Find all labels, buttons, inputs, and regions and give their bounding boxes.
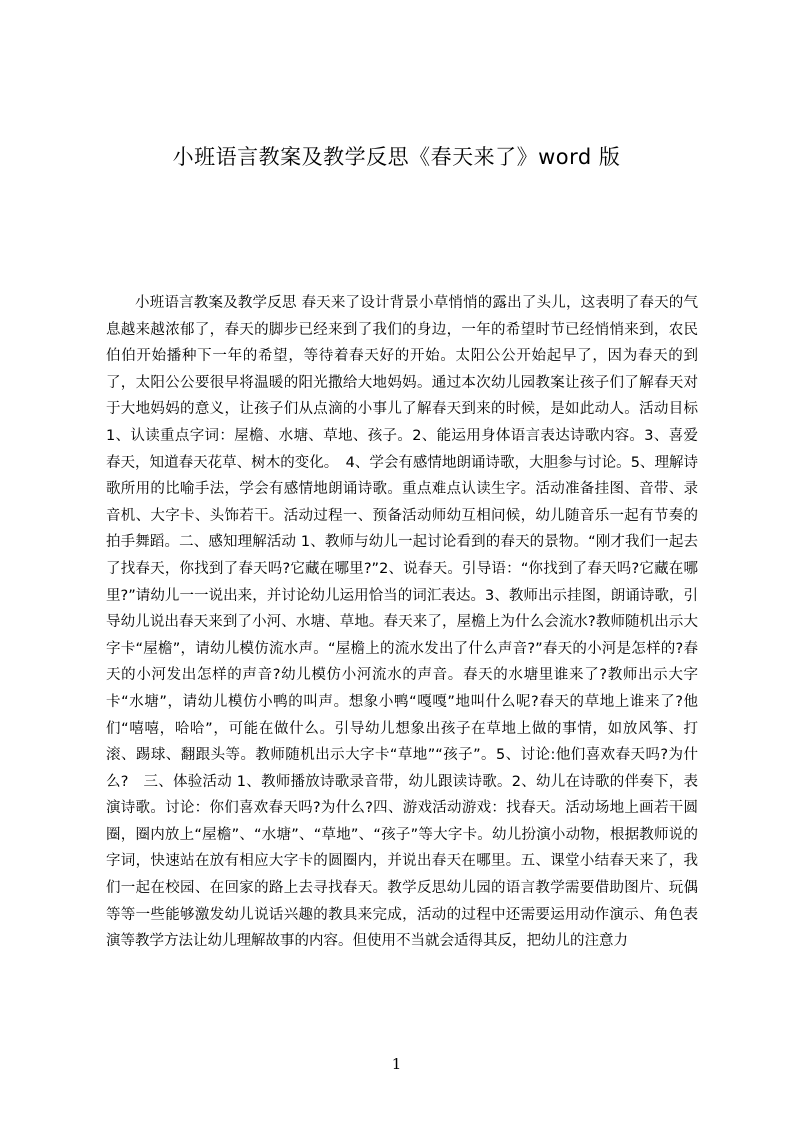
page-number: 1 (391, 1055, 402, 1073)
body-paragraph: 小班语言教案及教学反思 春天来了设计背景小草悄悄的露出了头儿，这表明了春天的气息越来越浓郁了，春天的脚步已经来到了我们的身边，一年的希望时节已经悄悄来到，农民伯伯开始播种下一年的希望，等待着春天好的开始。太阳公公开始起早了，因为春天的到了，太阳公公要很早将温暖的阳光撒给大地妈妈。通过本次幼儿园教案让孩子们了解春天对于大地妈妈的意义，让孩子们从点滴的小事儿了解春天到来的时候，是如此动人。活动目标 1、认读重点字词：屋檐、水塘、草地、孩子。2、能运用身体语言表达诗歌内容。3、喜爱春天，知道春天花草、树木的变化。 4、学会有感情地朗诵诗歌，大胆参与讨论。5、理解诗歌所用的比喻手法，学会有感情地朗诵诗歌。重点难点认读生字。活动准备挂图、音带、录音机、大字卡、头饰若干。活动过程一、预备活动师幼互相问候，幼儿随音乐一起有节奏的拍手舞蹈。二、感知理解活动 1、教师与幼儿一起讨论看到的春天的景物。“刚才我们一起去了找春天，你找到了春天吗?它藏在哪里?”2、说春天。引导语：“你找到了春天吗?它藏在哪里?”请幼儿一一说出来，并讨论幼儿运用恰当的词汇表达。3、教师出示挂图，朗诵诗歌，引导幼儿说出春天来到了小河、水塘、草地。春天来了，屋檐上为什么会流水?教师随机出示大字卡“屋檐”，请幼儿模仿流水声。“屋檐上的流水发出了什么声音?”春天的小河是怎样的?春天的小河发出怎样的声音?幼儿模仿小河流水的声音。春天的水塘里谁来了?教师出示大字卡“水塘”，请幼儿模仿小鸭的叫声。想象小鸭“嘎嘎”地叫什么呢?春天的草地上谁来了?他们“嘻嘻，哈哈”，可能在做什么。引导幼儿想象出孩子在草地上做的事情，如放风筝、打滚、踢球、翻跟头等。教师随机出示大字卡“草地”“孩子”。5、讨论:他们喜欢春天吗?为什么? 三、体验活动 1、教师播放诗歌录音带，幼儿跟读诗歌。2、幼儿在诗歌的伴奏下，表演诗歌。讨论：你们喜欢春天吗?为什么?四、游戏活动游戏：找春天。活动场地上画若干圆圈，圈内放上“屋檐”、“水塘”、“草地”、“孩子”等大字卡。幼儿扮演小动物，根据教师说的字词，快速站在放有相应大字卡的圆圈内，并说出春天在哪里。五、课堂小结春天来了，我们一起在校园、在回家的路上去寻找春天。教学反思幼儿园的语言教学需要借助图片、玩偶等等一些能够激发幼儿说话兴趣的教具来完成，活动的过程中还需要运用动作演示、角色表演等教学方法让幼儿理解故事的内容。但使用不当就会适得其反，把幼儿的注意力 (106, 295, 698, 950)
document-title: 小班语言教案及教学反思《春天来了》word 版 (172, 145, 621, 169)
